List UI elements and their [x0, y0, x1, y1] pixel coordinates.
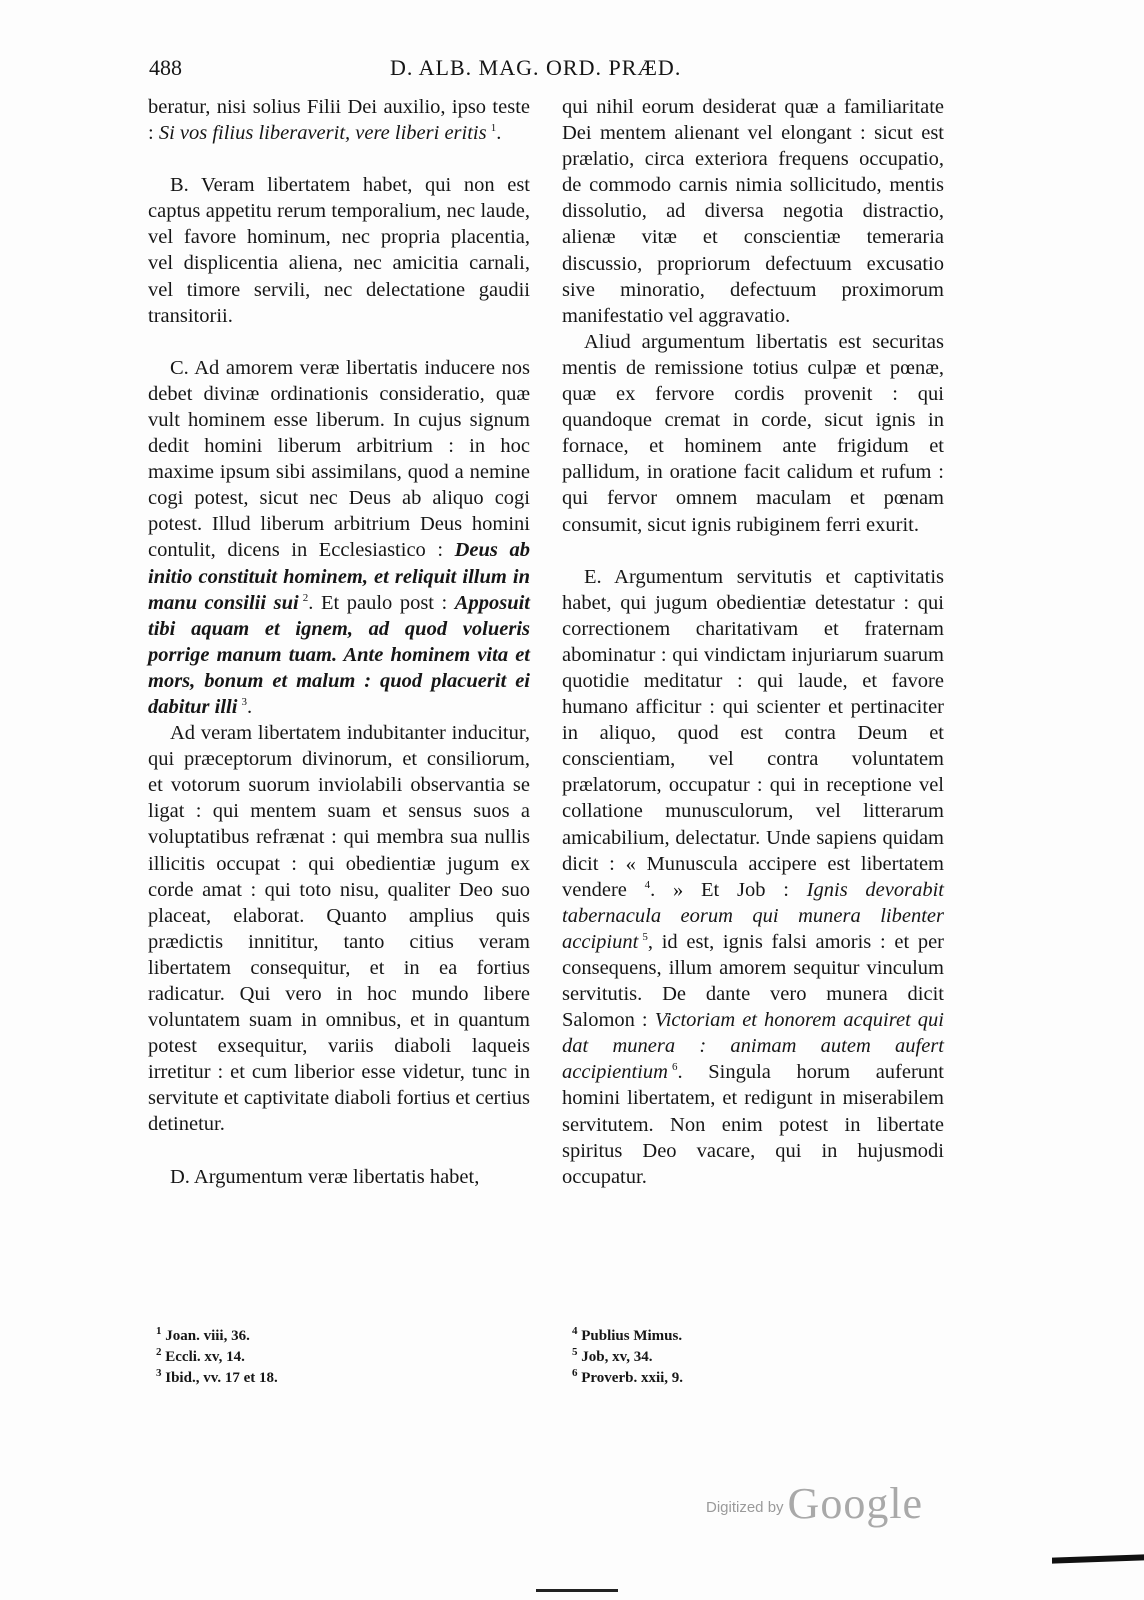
footnote-ref: 2	[302, 591, 309, 604]
footnote-mark: 1	[156, 1325, 162, 1337]
quote-ecclesiasticus-2: Apposuit tibi aquam et ignem, ad quod volueris porrige manum tuam. Ante hominem vita et mors, bonum et malum : quod placuerit ei dabitur illi	[148, 591, 530, 718]
footnote-item	[572, 1326, 683, 1347]
page-number: 488	[149, 55, 182, 80]
watermark-digitized-text: Digitized by	[706, 1499, 784, 1516]
right-paragraph-2: Aliud argumentum libertatis est securitas mentis de remissione totius culpæ et pœnæ, quæ ex fervore cordis provenit : qui quandoque cremat in corde, sicut ignis in fornace, et hominem ante frigidum et pallidum, in oratione facit calidum et rufum : qui fervor omnem maculam et pœnam consumit, sicut ignis rubiginem ferri exurit.	[562, 330, 944, 536]
text-run: . Et paulo post :	[308, 591, 455, 614]
left-paragraph-4: Ad veram libertatem indubitanter inducitur, qui præceptorum divinorum, et consiliorum, et votorum suorum inviolabili observantia se ligat : qui mentem suam et sensus suos a voluptatibus refrænat : qui membra sua nullis illicitis occupat : qui obedientiæ jugum ex corde amat : qui toto nisu, qualiter Deo suo placeat, elaborat. Quanto amplius quis prædictis innititur, tanto citius veram libertatem consequitur, et in ea fortius radicatur. Qui vero in hoc mundo libere voluntatem suam in omnibus, et in quantum potest exsequitur, variis diaboli laqueis irretitur : et cum liberior esse videtur, tunc in servitute et captivitate diaboli fortius et certius detinetur.	[148, 722, 530, 1136]
footnote-item	[572, 1368, 683, 1389]
left-paragraph-c	[148, 355, 530, 720]
quote-job: Ignis devorabit tabernacula eorum qui munera libenter accipiunt	[562, 878, 944, 953]
footnotes-right	[572, 1326, 683, 1389]
text-run: .	[247, 695, 253, 718]
text-run: E. Argumentum servitutis et captivitatis habet, qui jugum obedientiæ detestatur : qui correctionem charitativam et fraternam abominatur : qui vindictam injuriarum suarum quotidie meditatur : qui laude, et favore humano afficitur : qui scienter et pertinaciter in aliquo, quod est contra Deum et conscientiam, vel contra voluntatem prælatorum, occupatur : qui in receptione vel collatione munusculorum, vel litterarum amicabilium, delectatur. Unde sapiens quidam dicit : « Munuscula accipere est libertatem vendere	[562, 565, 944, 901]
quote-proverbs: Victoriam et honorem acquiret qui dat munera : animam autem aufert accipientium	[562, 1009, 944, 1084]
running-head: D. ALB. MAG. ORD. PRÆD.	[390, 55, 682, 80]
text-run: C. Ad amorem veræ libertatis inducere nos debet divinæ ordinationis consideratio, quæ vult hominem esse liberum. In cujus signum dedit homini liberum arbitrium : in hoc maxime ipsum sibi assimilans, quod a nemine cogi potest, sicut nec Deus ab aliquo cogi potest. Illud liberum arbitrium Deus homini contulit, dicens in Ecclesiastico :	[148, 356, 530, 562]
text-run: .	[496, 122, 502, 145]
footnote-mark: 4	[572, 1325, 578, 1337]
text-run: . Singula horum auferunt homini libertatem, et redigunt in miserabilem servitutem. Non enim potest in libertate spiritus Deo vacare, qui in hujusmodi occupatur.	[562, 1061, 944, 1188]
footnote-item	[572, 1347, 683, 1368]
text-run: beratur, nisi solius Filii Dei auxilio, ipso teste :	[148, 96, 530, 145]
footnote-mark: 5	[572, 1346, 578, 1358]
footnote-mark: 3	[156, 1367, 162, 1379]
footnote-item	[156, 1368, 278, 1389]
footnote-text: Job, xv, 34.	[581, 1349, 653, 1365]
left-column	[148, 94, 530, 1190]
footnote-item	[156, 1347, 278, 1368]
text-run: , id est, ignis falsi amoris : et per consequens, illum amorem sequitur vinculum servitutis. De dante vero munera dicit Salomon :	[562, 930, 944, 1032]
footnotes-left	[156, 1326, 278, 1389]
footnote-ref: 4	[644, 878, 651, 891]
footnote-item	[156, 1326, 278, 1347]
quote-ecclesiasticus-1: Deus ab initio constituit hominem, et reliquit illum in manu consilii sui	[148, 539, 530, 614]
left-paragraph-b: B. Veram libertatem habet, qui non est captus appetitu rerum temporalium, nec laude, vel favore hominum, nec propria placentia, vel displicentia aliena, nec amicitia carnali, vel timore servili, nec delectatione gaudii transitorii.	[148, 174, 530, 327]
footnote-ref: 5	[642, 931, 648, 944]
right-column	[562, 94, 944, 1190]
scan-edge-mark	[536, 1589, 618, 1592]
footnote-ref: 3	[241, 696, 248, 709]
footnote-text: Joan. viii, 36.	[165, 1328, 250, 1344]
footnote-mark: 6	[572, 1367, 578, 1379]
footnote-mark: 2	[156, 1346, 162, 1358]
google-logo: Google	[787, 1479, 924, 1528]
right-paragraph-1: qui nihil eorum desiderat quæ a familiaritate Dei mentem alienant vel elongant : sicut est prælatio, circa exteriora frequens occupatio, de commodo carnis nimia sollicitudo, mentis dissolutio, ad diversa negotia distractio, alienæ vitæ et conscientiæ temeraria discussio, propriorum defectuum excusatio sive minoratio, defectuum proximorum manifestatio vel aggravatio.	[562, 96, 944, 327]
left-paragraph-1	[148, 94, 530, 146]
footnote-ref: 1	[490, 122, 497, 135]
left-paragraph-d: D. Argumentum veræ libertatis habet,	[170, 1165, 480, 1188]
scan-edge-mark	[1052, 1554, 1144, 1563]
footnote-text: Publius Mimus.	[581, 1328, 683, 1344]
footnote-text: Eccli. xv, 14.	[165, 1349, 245, 1365]
footnote-text: Proverb. xxii, 9.	[581, 1370, 684, 1386]
digitized-watermark	[706, 1478, 923, 1529]
footnote-ref: 6	[672, 1061, 678, 1074]
footnote-text: Ibid., vv. 17 et 18.	[165, 1370, 278, 1386]
right-paragraph-e	[562, 564, 944, 1190]
text-run: . » Et Job :	[650, 878, 807, 901]
quote-john: Si vos filius liberaverit, vere liberi eritis	[158, 122, 487, 145]
